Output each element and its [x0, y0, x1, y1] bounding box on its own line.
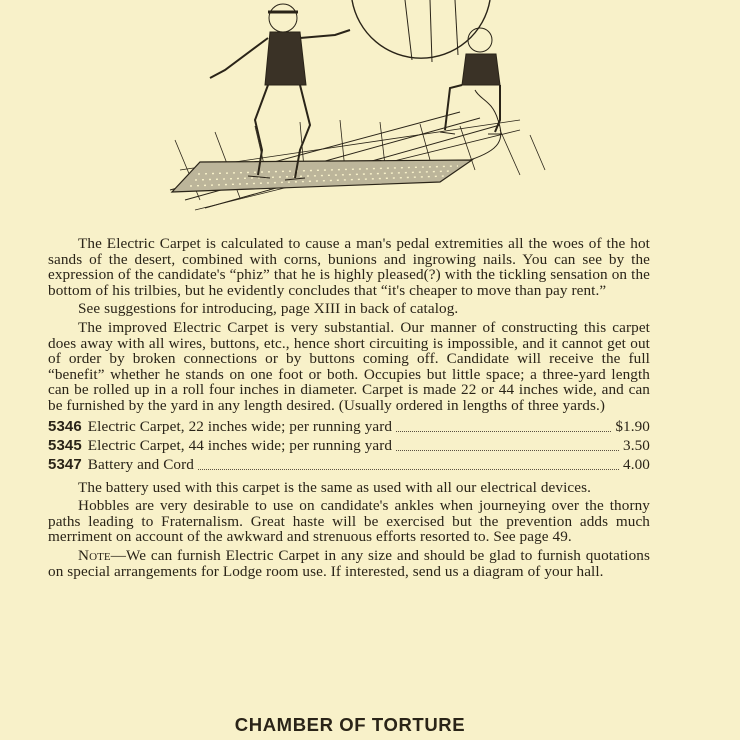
price-row	[48, 436, 650, 455]
leader-dots	[396, 449, 619, 451]
paragraph-hobbles: Hobbles are very desirable to use on candidate's ankles when journeying over the thorny paths leading to Fraternalism. Great haste will be exercised but the prevention adds much merriment on account of the awkward and strenuous efforts resorted to. See page 49.	[48, 497, 650, 546]
item-description: Electric Carpet, 44 inches wide; per running yard	[87, 436, 393, 454]
item-description: Electric Carpet, 22 inches wide; per running yard	[87, 417, 393, 435]
price-list	[48, 417, 650, 474]
item-price: 4.00	[623, 455, 650, 473]
item-price: 3.50	[623, 436, 650, 454]
price-row	[48, 417, 650, 436]
note-text: —We can furnish Electric Carpet in any size and should be glad to furnish quotations on special arrangements for Lodge room use. If interested, send us a diagram of your hall.	[48, 546, 650, 580]
item-price: $1.90	[615, 417, 650, 435]
item-number: 5347	[48, 455, 82, 473]
paragraph-suggestions: See suggestions for introducing, page XIII in back of catalog.	[78, 300, 459, 318]
paragraph-note	[48, 548, 650, 579]
electric-carpet-illustration	[0, 0, 740, 225]
paragraph-improved-carpet: The improved Electric Carpet is very substantial. Our manner of constructing this carpet does away with all wires, buttons, etc., hence short circuiting is impossible, and it cannot get out of order by broken connections or by buttons coming off. Candidate will receive the full “benefit” whether he stands on one foot or both. Occupies but little space; a three-yard length can be rolled up in a roll four inches in diameter. Carpet is made 22 or 44 inches wide, and can be furnished by the yard in any length desired. (Usually ordered in lengths of three yards.)	[48, 318, 650, 414]
leader-dots	[198, 468, 619, 470]
paragraph-intro: The Electric Carpet is calculated to cause a man's pedal extremities all the woes of the hot sands of the desert, combined with corns, bunions and ingrowing nails. You can see by the expression of the candidate's “phiz” that he is highly pleased(?) with the tickling sensation on the bottom of his trilbies, but he evidently concludes that “it's cheaper to move than pay rent.”	[48, 235, 650, 299]
item-description: Battery and Cord	[87, 455, 194, 473]
body-text	[48, 236, 650, 582]
item-number: 5345	[48, 436, 82, 454]
leader-dots	[396, 430, 611, 432]
item-number: 5346	[48, 417, 82, 435]
paragraph-battery: The battery used with this carpet is the same as used with all our electrical devices.	[78, 478, 591, 496]
price-row	[48, 455, 650, 474]
section-heading: CHAMBER OF TORTURE	[234, 714, 466, 735]
note-label: Note	[78, 546, 111, 564]
